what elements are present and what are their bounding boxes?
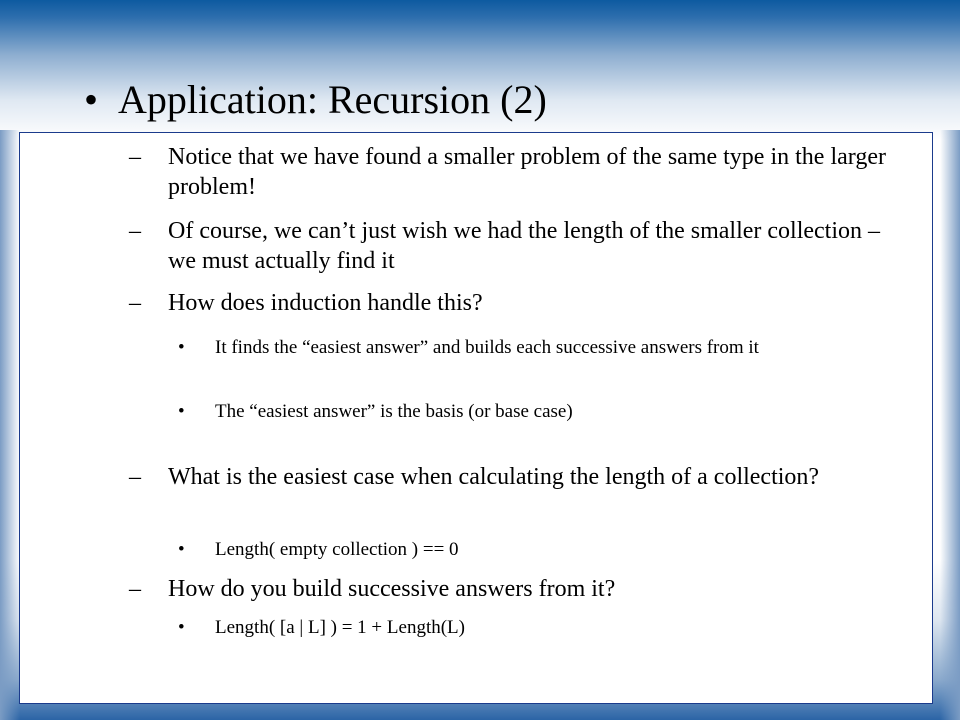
list-item-text: How does induction handle this?	[168, 290, 483, 316]
list-item-text: How do you build successive answers from it?	[168, 576, 616, 602]
dash-marker: –	[129, 290, 141, 316]
slide-title	[84, 76, 547, 124]
list-item	[129, 142, 889, 202]
dash-marker: –	[129, 144, 141, 170]
list-item	[129, 216, 889, 276]
list-item-text: Of course, we can’t just wish we had the length of the smaller collection – we must actually find it	[168, 218, 881, 274]
list-subitem	[178, 336, 838, 359]
list-item	[129, 574, 889, 604]
list-subitem-text: It finds the “easiest answer” and builds each successive answers from it	[215, 337, 759, 358]
bullet-marker: •	[178, 617, 185, 638]
title-bullet: •	[84, 77, 99, 122]
list-item	[129, 462, 889, 492]
list-item-text: What is the easiest case when calculating the length of a collection?	[168, 464, 820, 490]
slide-title-text: Application: Recursion (2)	[118, 77, 547, 122]
bullet-marker: •	[178, 337, 185, 358]
slide-right-edge	[940, 130, 960, 720]
list-subitem	[178, 538, 838, 561]
list-subitem-text: The “easiest answer” is the basis (or base case)	[215, 401, 573, 422]
dash-marker: –	[129, 464, 141, 490]
list-subitem-text: Length( [a | L] ) = 1 + Length(L)	[215, 617, 465, 638]
dash-marker: –	[129, 576, 141, 602]
list-subitem-text: Length( empty collection ) == 0	[215, 539, 459, 560]
list-subitem	[178, 616, 838, 639]
dash-marker: –	[129, 218, 141, 244]
list-item-text: Notice that we have found a smaller problem of the same type in the larger problem!	[168, 144, 886, 200]
bullet-marker: •	[178, 539, 185, 560]
list-item	[129, 288, 889, 318]
slide-left-edge	[0, 130, 20, 720]
list-subitem	[178, 400, 838, 423]
bullet-marker: •	[178, 401, 185, 422]
